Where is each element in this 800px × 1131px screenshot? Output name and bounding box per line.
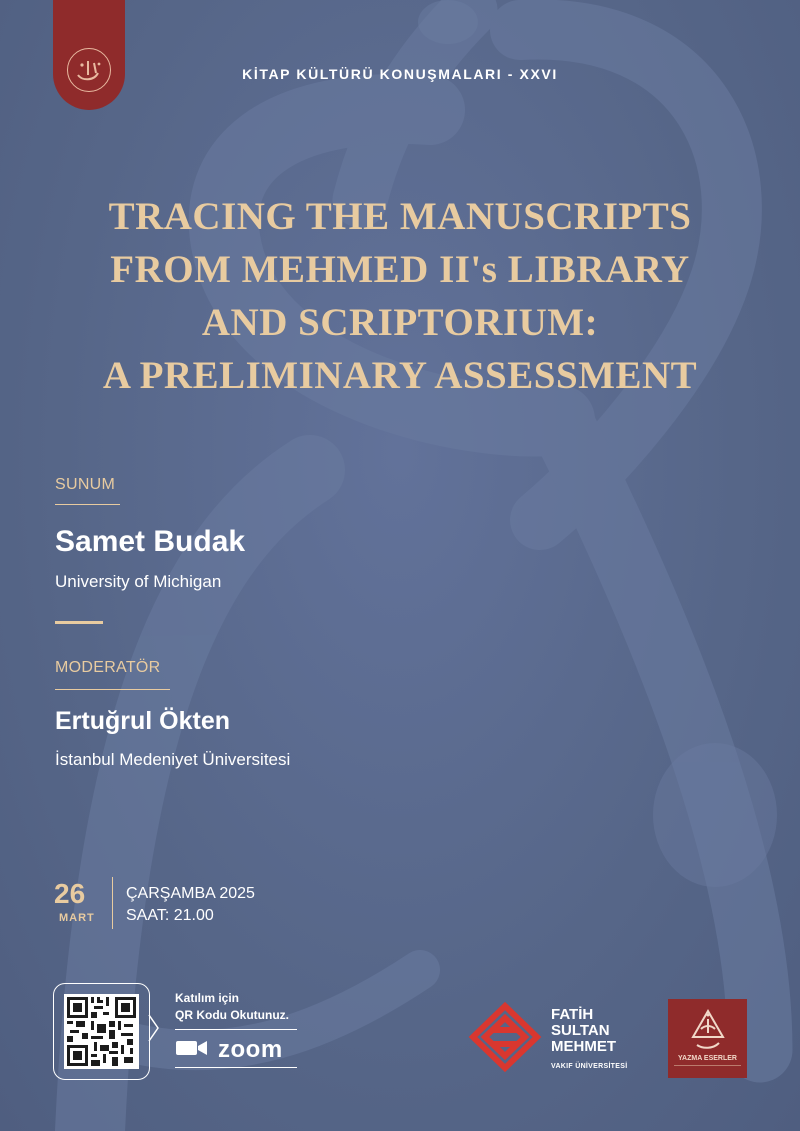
event-month: MART (59, 912, 95, 924)
join-line-2: QR Kodu Okutunuz. (175, 1008, 289, 1022)
title-line-4: A PRELIMINARY ASSESSMENT (102, 354, 698, 397)
event-time: SAAT: 21.00 (126, 907, 214, 924)
event-title (40, 190, 760, 402)
zoom-underline (175, 1067, 297, 1068)
title-line-2: FROM MEHMED II's LIBRARY (110, 248, 690, 291)
section-separator (55, 621, 103, 624)
event-weekday-year: ÇARŞAMBA 2025 (126, 885, 255, 902)
yazma-eserler-logo-icon (687, 1007, 729, 1051)
moderator-affiliation: İstanbul Medeniyet Üniversitesi (55, 750, 291, 769)
title-line-3: AND SCRIPTORIUM: (201, 301, 599, 344)
presentation-label: SUNUM (55, 476, 116, 493)
event-datetime (126, 883, 255, 927)
title-line-1: TRACING THE MANUSCRIPTS (108, 195, 692, 238)
join-line-1: Katılım için (175, 991, 240, 1005)
presenter-name: Samet Budak (55, 525, 246, 558)
fsm-wordmark (551, 1007, 616, 1055)
presenter-affiliation: University of Michigan (55, 572, 222, 591)
fsm-line-3: MEHMET (551, 1038, 616, 1055)
series-header (0, 66, 800, 82)
chevron-right-icon (147, 1013, 161, 1043)
join-underline (175, 1029, 297, 1030)
moderator-name: Ertuğrul Ökten (55, 707, 231, 735)
yazma-eserler-label: YAZMA ESERLER (678, 1055, 737, 1062)
zoom-wordmark[interactable]: zoom (218, 1036, 283, 1063)
date-divider (112, 877, 113, 929)
yazma-eserler-logo (668, 999, 747, 1078)
fsm-line-2: SULTAN (551, 1022, 610, 1039)
fsm-subtitle: VAKIF ÜNİVERSİTESİ (551, 1063, 628, 1070)
moderator-label-underline (55, 689, 170, 690)
series-prefix: KİTAP KÜLTÜRÜ KONUŞMALARI - (242, 66, 515, 82)
fsm-line-1: FATİH (551, 1006, 594, 1023)
qr-code-icon[interactable] (64, 994, 139, 1069)
presentation-label-underline (55, 504, 120, 505)
series-number: XXVI (519, 66, 558, 82)
event-day: 26 (54, 878, 86, 909)
qr-code-frame[interactable] (53, 983, 150, 1080)
bookmark-seal (53, 0, 125, 110)
fsm-logo-icon (467, 1000, 543, 1074)
join-instructions (175, 990, 289, 1024)
video-camera-icon (175, 1038, 209, 1058)
moderator-label: MODERATÖR (55, 659, 161, 676)
yazma-eserler-subline (674, 1065, 741, 1069)
